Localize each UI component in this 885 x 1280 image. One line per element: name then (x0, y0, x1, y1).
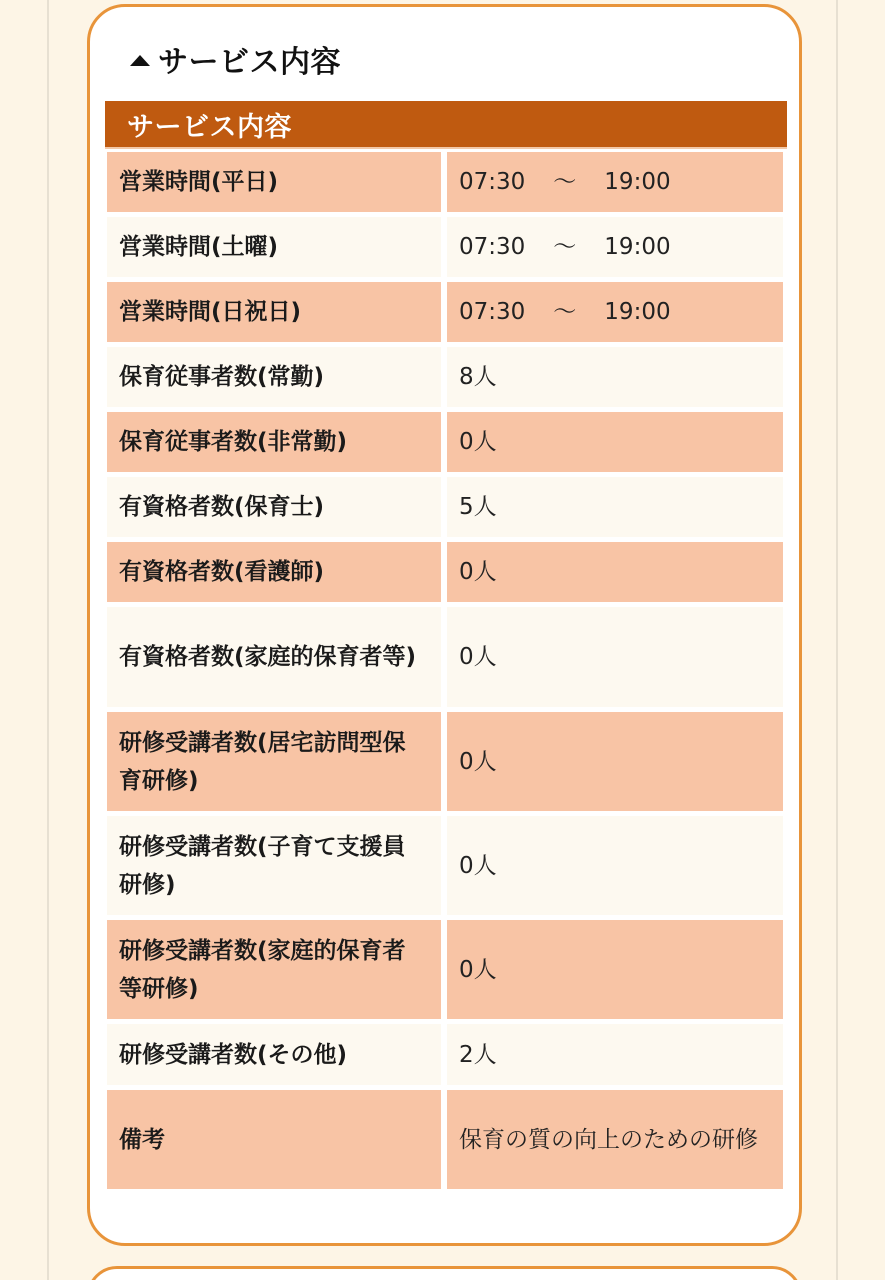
row-label: 営業時間(土曜) (107, 217, 441, 277)
row-value: 8人 (447, 347, 783, 407)
row-value-time (447, 217, 783, 277)
page-border-left (47, 0, 49, 1280)
table-row (105, 347, 787, 407)
row-value: 保育の質の向上のための研修 (447, 1090, 783, 1189)
row-value: 0人 (447, 607, 783, 707)
time-end: 19:00 (604, 299, 671, 325)
time-start: 07:30 (459, 234, 526, 260)
table-row (105, 542, 787, 602)
table-row (105, 920, 787, 1019)
table-row (105, 1024, 787, 1085)
row-value-time (447, 152, 783, 212)
row-value: 5人 (447, 477, 783, 537)
row-label: 営業時間(日祝日) (107, 282, 441, 342)
table-header: サービス内容 (105, 101, 787, 149)
time-end: 19:00 (604, 234, 671, 260)
time-separator: 〜 (553, 169, 577, 195)
row-value: 0人 (447, 712, 783, 811)
section-toggle[interactable] (130, 37, 341, 81)
row-value: 0人 (447, 542, 783, 602)
page-border-right (836, 0, 838, 1280)
row-value: 2人 (447, 1024, 783, 1085)
table-row (105, 217, 787, 277)
triangle-up-icon[interactable] (130, 55, 150, 66)
table-row (105, 816, 787, 915)
table-row (105, 412, 787, 472)
row-label: 研修受講者数(子育て支援員研修) (107, 816, 441, 915)
row-value: 0人 (447, 920, 783, 1019)
row-label: 保育従事者数(常勤) (107, 347, 441, 407)
row-label: 営業時間(平日) (107, 152, 441, 212)
table-row (105, 712, 787, 811)
table-row (105, 1090, 787, 1189)
row-label: 有資格者数(看護師) (107, 542, 441, 602)
row-label: 有資格者数(家庭的保育者等) (107, 607, 441, 707)
row-label: 研修受講者数(その他) (107, 1024, 441, 1085)
time-separator: 〜 (553, 299, 577, 325)
service-table (105, 101, 787, 1189)
row-label: 保育従事者数(非常勤) (107, 412, 441, 472)
row-label: 有資格者数(保育士) (107, 477, 441, 537)
row-value: 0人 (447, 816, 783, 915)
time-separator: 〜 (553, 234, 577, 260)
row-label: 研修受講者数(居宅訪問型保育研修) (107, 712, 441, 811)
row-label: 研修受講者数(家庭的保育者等研修) (107, 920, 441, 1019)
row-value-time (447, 282, 783, 342)
table-row (105, 477, 787, 537)
table-row (105, 282, 787, 342)
row-label: 備考 (107, 1090, 441, 1189)
time-start: 07:30 (459, 169, 526, 195)
table-row (105, 152, 787, 212)
time-end: 19:00 (604, 169, 671, 195)
service-content-card (87, 4, 802, 1246)
table-row (105, 607, 787, 707)
next-card (87, 1266, 802, 1280)
section-title: サービス内容 (158, 45, 341, 80)
time-start: 07:30 (459, 299, 526, 325)
table-body (105, 152, 787, 1189)
row-value: 0人 (447, 412, 783, 472)
